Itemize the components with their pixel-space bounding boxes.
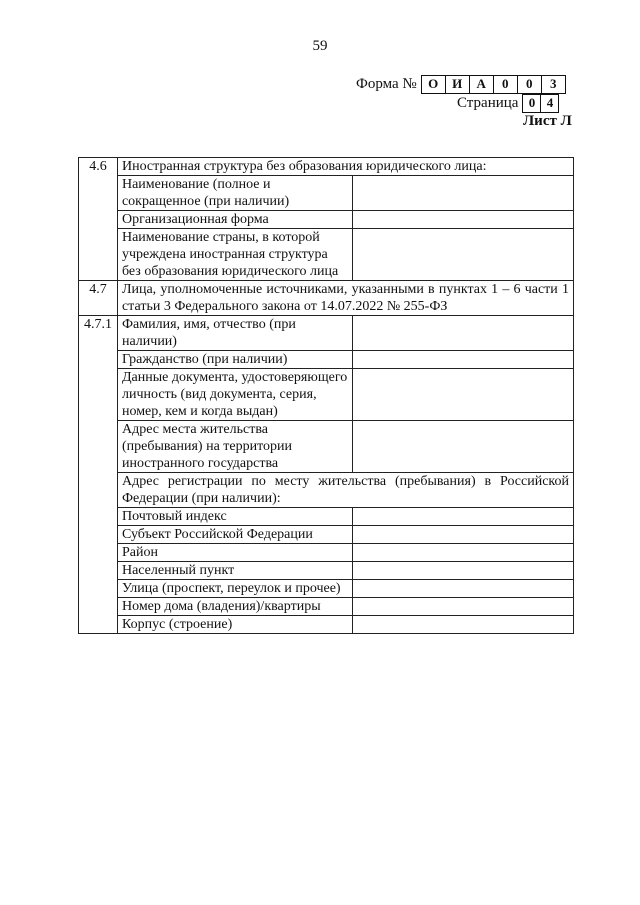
form-code-char: 0	[518, 76, 542, 93]
field-value[interactable]	[352, 544, 573, 562]
field-value[interactable]	[352, 316, 573, 351]
field-label: Фамилия, имя, отчество (при наличии)	[117, 316, 352, 351]
form-number-label: Форма №	[356, 75, 417, 92]
field-label: Корпус (строение)	[117, 616, 352, 634]
form-code-char: 3	[549, 76, 557, 91]
field-label: Почтовый индекс	[117, 508, 352, 526]
page-counter-row	[457, 93, 559, 113]
field-label: Район	[117, 544, 352, 562]
section-number: 4.7.1	[79, 316, 118, 634]
field-value[interactable]	[352, 211, 573, 229]
field-value[interactable]	[352, 508, 573, 526]
field-value[interactable]	[352, 616, 573, 634]
field-value[interactable]	[352, 598, 573, 616]
field-value[interactable]	[352, 176, 573, 211]
form-code-char: А	[470, 76, 494, 93]
section-number: 4.6	[79, 158, 118, 281]
form-code-char: И	[446, 76, 470, 93]
page-counter-label: Страница	[457, 94, 519, 111]
field-value[interactable]	[352, 229, 573, 281]
field-value[interactable]	[352, 351, 573, 369]
form-code-boxes	[421, 75, 566, 94]
form-code-char: 0	[494, 76, 518, 93]
field-label: Данные документа, удостоверяющего личность (вид документа, серия, номер, кем и когда выдан)	[117, 369, 352, 421]
field-value[interactable]	[352, 369, 573, 421]
field-value[interactable]	[352, 580, 573, 598]
page-digit: 4	[546, 95, 554, 110]
section-number: 4.7	[79, 281, 118, 316]
page-digit: 0	[523, 95, 541, 112]
field-label: Номер дома (владения)/квартиры	[117, 598, 352, 616]
section-title: Лица, уполномоченные источниками, указанными в пунктах 1 – 6 части 1 статьи 3 Федерального закона от 14.07.2022 № 255-ФЗ	[117, 281, 573, 316]
field-label: Адрес места жительства (пребывания) на территории иностранного государства	[117, 421, 352, 473]
page-number: 59	[312, 38, 328, 54]
field-value[interactable]	[352, 562, 573, 580]
field-value[interactable]	[352, 421, 573, 473]
field-label: Наименование страны, в которой учреждена иностранная структура без образования юридического лица	[117, 229, 352, 281]
page-counter-boxes	[522, 94, 559, 113]
field-label: Населенный пункт	[117, 562, 352, 580]
address-section-title: Адрес регистрации по месту жительства (пребывания) в Российской Федерации (при наличии):	[117, 473, 573, 508]
section-title: Иностранная структура без образования юридического лица:	[117, 158, 573, 176]
field-label: Улица (проспект, переулок и прочее)	[117, 580, 352, 598]
field-label: Наименование (полное и сокращенное (при наличии)	[117, 176, 352, 211]
field-label: Организационная форма	[117, 211, 352, 229]
field-value[interactable]	[352, 526, 573, 544]
form-table	[78, 157, 574, 634]
field-label: Субъект Российской Федерации	[117, 526, 352, 544]
field-label: Гражданство (при наличии)	[117, 351, 352, 369]
form-number-row	[356, 74, 566, 94]
form-code-char: О	[422, 76, 446, 93]
sheet-label: Лист Л	[523, 113, 572, 129]
